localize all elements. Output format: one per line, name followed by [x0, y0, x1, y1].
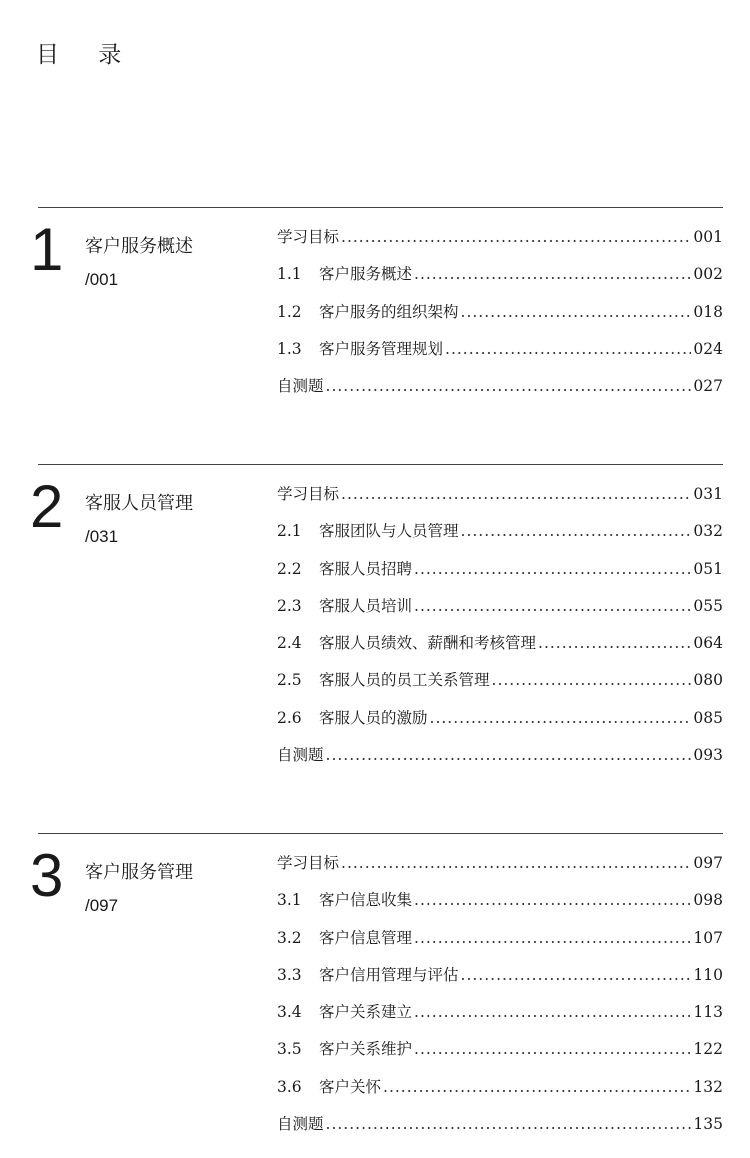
entry-title: 客户信用管理与评估 — [319, 965, 459, 984]
toc-entry[interactable] — [277, 300, 723, 337]
entry-title: 客服人员培训 — [319, 596, 413, 615]
dot-leader — [414, 1040, 691, 1058]
toc-entry[interactable] — [277, 1000, 723, 1037]
entry-page: 031 — [693, 485, 723, 503]
chapter-page: /097 — [85, 896, 119, 915]
entry-title: 客服人员招聘 — [319, 559, 413, 578]
chapter-2 — [30, 464, 723, 815]
entry-title: 自测题 — [277, 377, 324, 396]
entry-title: 客服人员的激励 — [319, 708, 428, 727]
entry-number: 3.2 — [277, 928, 302, 947]
entry-page: 032 — [693, 522, 723, 541]
dot-leader — [414, 265, 691, 283]
entry-page: 132 — [693, 1077, 723, 1096]
entry-page: 107 — [693, 928, 723, 947]
dot-leader — [461, 522, 692, 540]
entry-page: 051 — [693, 559, 723, 578]
toc-entry-list — [277, 482, 723, 780]
dot-leader — [414, 560, 691, 578]
dot-leader — [414, 929, 691, 947]
toc-entry[interactable] — [277, 706, 723, 743]
chapter-page: /031 — [85, 527, 119, 546]
dot-leader — [414, 891, 691, 909]
entry-page: 110 — [693, 965, 723, 984]
dot-leader — [538, 634, 691, 652]
entry-number: 2.3 — [277, 596, 302, 615]
entry-title: 客户关系建立 — [319, 1003, 413, 1022]
toc-entry[interactable] — [277, 557, 723, 594]
toc-entry[interactable] — [277, 851, 723, 888]
toc-entry[interactable] — [277, 888, 723, 925]
entry-title: 客服人员的员工关系管理 — [319, 671, 490, 690]
dot-leader — [326, 746, 692, 764]
dot-leader — [326, 1115, 692, 1133]
dot-leader — [383, 1078, 691, 1096]
toc-entry[interactable] — [277, 337, 723, 374]
entry-title: 自测题 — [277, 1115, 324, 1134]
toc-entry[interactable] — [277, 963, 723, 1000]
chapter-number: 2 — [30, 473, 64, 540]
entry-page: 093 — [693, 746, 723, 765]
entry-number: 3.4 — [277, 1003, 302, 1022]
chapter-number: 3 — [30, 842, 64, 909]
chapter-title[interactable]: 客服人员管理 — [85, 493, 193, 514]
toc-entry[interactable] — [277, 225, 723, 262]
page-title: 目 录 — [36, 42, 138, 68]
entry-page: 085 — [693, 708, 723, 727]
dot-leader — [430, 709, 692, 727]
entry-title: 客户服务概述 — [319, 265, 413, 284]
entry-title: 学习目标 — [277, 228, 340, 246]
dot-leader — [341, 228, 691, 246]
entry-title: 客户服务的组织架构 — [319, 302, 459, 321]
entry-number: 2.5 — [277, 671, 302, 690]
toc-entry[interactable] — [277, 519, 723, 556]
chapter-1 — [30, 207, 723, 448]
entry-number: 3.6 — [277, 1077, 302, 1096]
entry-title: 客服团队与人员管理 — [319, 522, 459, 541]
entry-page: 027 — [693, 377, 723, 396]
dot-leader — [445, 340, 691, 358]
entry-title: 客服人员绩效、薪酬和考核管理 — [319, 634, 537, 653]
entry-title: 学习目标 — [277, 854, 340, 872]
dot-leader — [414, 1003, 691, 1021]
entry-number: 1.1 — [277, 265, 302, 284]
chapter-page: /001 — [85, 270, 119, 289]
entry-number: 2.6 — [277, 708, 302, 727]
entry-number: 1.3 — [277, 339, 302, 358]
toc-entry[interactable] — [277, 262, 723, 299]
chapter-title[interactable]: 客户服务概述 — [85, 236, 193, 257]
dot-leader — [492, 671, 692, 689]
entry-title: 客户关系维护 — [319, 1040, 413, 1059]
entry-number: 3.3 — [277, 965, 302, 984]
entry-page: 098 — [693, 891, 723, 910]
toc-entry[interactable] — [277, 631, 723, 668]
toc-entry-list — [277, 225, 723, 411]
dot-leader — [461, 303, 692, 321]
dot-leader — [461, 966, 692, 984]
dot-leader — [341, 485, 691, 503]
chapter-number: 1 — [30, 216, 64, 283]
entry-number: 2.2 — [277, 559, 302, 578]
entry-page: 135 — [693, 1115, 723, 1134]
toc-entry[interactable] — [277, 926, 723, 963]
entry-title: 客户关怀 — [319, 1077, 382, 1096]
entry-title: 客户信息收集 — [319, 891, 413, 910]
dot-leader — [414, 597, 691, 615]
chapter-3 — [30, 833, 723, 1154]
entry-number: 3.1 — [277, 891, 302, 910]
entry-number: 2.4 — [277, 634, 302, 653]
entry-page: 097 — [693, 854, 723, 872]
toc-entry[interactable] — [277, 743, 723, 780]
entry-page: 055 — [693, 596, 723, 615]
entry-page: 001 — [693, 228, 723, 246]
toc-entry[interactable] — [277, 594, 723, 631]
toc-entry[interactable] — [277, 668, 723, 705]
toc-entry[interactable] — [277, 374, 723, 411]
chapter-title[interactable]: 客户服务管理 — [85, 862, 193, 883]
entry-title: 客户信息管理 — [319, 928, 413, 947]
dot-leader — [341, 854, 691, 872]
entry-number: 1.2 — [277, 302, 302, 321]
entry-page: 113 — [693, 1003, 723, 1022]
entry-title: 自测题 — [277, 746, 324, 765]
entry-page: 002 — [693, 265, 723, 284]
dot-leader — [326, 377, 692, 395]
toc-entry[interactable] — [277, 1112, 723, 1149]
entry-number: 2.1 — [277, 522, 302, 541]
entry-title: 学习目标 — [277, 485, 340, 503]
entry-number: 3.5 — [277, 1040, 302, 1059]
entry-title: 客户服务管理规划 — [319, 339, 444, 358]
entry-page: 024 — [693, 339, 723, 358]
toc-entry[interactable] — [277, 482, 723, 519]
toc-entry-list — [277, 851, 723, 1149]
toc-entry[interactable] — [277, 1037, 723, 1074]
entry-page: 064 — [693, 634, 723, 653]
toc-entry[interactable] — [277, 1075, 723, 1112]
entry-page: 122 — [693, 1040, 723, 1059]
entry-page: 080 — [693, 671, 723, 690]
entry-page: 018 — [693, 302, 723, 321]
